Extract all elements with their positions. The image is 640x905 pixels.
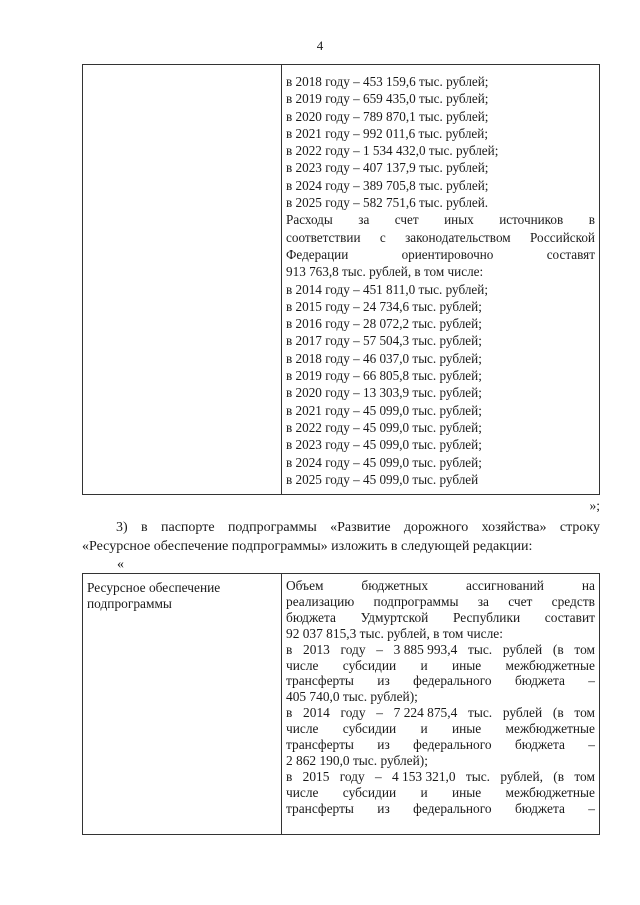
justified-line: Расходы за счет иных источников в: [286, 212, 595, 228]
table-cell-funding: [282, 574, 599, 834]
justified-line: трансферты из федерального бюджета –: [286, 673, 595, 689]
year-line: в 2018 году – 46 037,0 тыс. рублей;: [286, 350, 482, 366]
row-label: Ресурсное обеспечение: [87, 580, 221, 595]
year-line: в 2019 году – 66 805,8 тыс. рублей;: [286, 368, 482, 384]
year-line: в 2023 году – 45 099,0 тыс. рублей;: [286, 437, 482, 453]
year-line: в 2016 году – 28 072,2 тыс. рублей;: [286, 316, 482, 332]
justified-line: Объем бюджетных ассигнований на: [286, 578, 595, 593]
year-line: в 2019 году – 659 435,0 тыс. рублей;: [286, 91, 489, 107]
year-line: в 2014 году – 451 811,0 тыс. рублей;: [286, 281, 488, 297]
justified-line: числе субсидии и иные межбюджетные: [286, 657, 595, 673]
justified-line: в 2014 году – 7 224 875,4 тыс. рублей (в том: [286, 705, 595, 721]
justified-line: трансферты из федерального бюджета –: [286, 737, 595, 753]
justified-line: в 2013 году – 3 885 993,4 тыс. рублей (в том: [286, 641, 595, 657]
item-number: 3): [116, 520, 128, 535]
amount-line: 405 740,0 тыс. рублей);: [286, 689, 418, 705]
table-cell-empty: [83, 65, 282, 494]
justified-line: числе субсидии и иные межбюджетные: [286, 721, 595, 737]
justified-line: трансферты из федерального бюджета –: [286, 800, 595, 816]
funding-table-continued: [82, 64, 600, 495]
justified-line: в 2015 году – 4 153 321,0 тыс. рублей, (в том: [286, 768, 595, 784]
year-line: в 2022 году – 1 534 432,0 тыс. рублей;: [286, 143, 499, 159]
year-line: в 2017 году – 57 504,3 тыс. рублей;: [286, 333, 482, 349]
closing-quote: »;: [589, 498, 600, 513]
other-sources-paragraph: [286, 211, 595, 280]
year-list-a: [286, 73, 595, 211]
amount-line: 2 862 190,0 тыс. рублей);: [286, 752, 428, 768]
year-line: в 2018 году – 453 159,6 тыс. рублей;: [286, 74, 489, 89]
total-line: 92 037 815,3 тыс. рублей, в том числе:: [286, 625, 503, 641]
year-line: в 2020 году – 789 870,1 тыс. рублей;: [286, 108, 489, 124]
table-cell-funding: [282, 65, 599, 494]
year-line: в 2024 году – 389 705,8 тыс. рублей;: [286, 177, 489, 193]
year-line: в 2020 году – 13 303,9 тыс. рублей;: [286, 385, 482, 401]
year-list-b: [286, 281, 595, 489]
row-label: подпрограммы: [87, 596, 172, 611]
opening-quote: «: [117, 557, 124, 572]
justified-line: 3) в паспорте подпрограммы «Развитие дорожного хозяйства» строку: [116, 520, 600, 535]
year-line: в 2024 году – 45 099,0 тыс. рублей;: [286, 454, 482, 470]
resource-table: [82, 573, 600, 835]
page-number: 4: [316, 38, 324, 53]
year-line: в 2025 году – 45 099,0 тыс. рублей: [286, 471, 479, 487]
justified-line: бюджета Удмуртской Республики составит: [286, 609, 595, 625]
paragraph-line: «Ресурсное обеспечение подпрограммы» изложить в следующей редакции:: [82, 539, 533, 554]
year-line: в 2025 году – 582 751,6 тыс. рублей.: [286, 195, 489, 211]
year-line: в 2022 году – 45 099,0 тыс. рублей;: [286, 419, 482, 435]
justified-line: числе субсидии и иные межбюджетные: [286, 784, 595, 800]
year-line: в 2021 году – 45 099,0 тыс. рублей;: [286, 402, 482, 418]
year-line: в 2015 году – 24 734,6 тыс. рублей;: [286, 298, 482, 314]
amendment-paragraph: [82, 518, 600, 556]
total-line: 913 763,8 тыс. рублей, в том числе:: [286, 264, 484, 280]
justified-line: реализацию подпрограммы за счет средств: [286, 593, 595, 609]
table-cell-label: [83, 574, 282, 834]
year-line: в 2023 году – 407 137,9 тыс. рублей;: [286, 160, 489, 176]
justified-line: Федерации ориентировочно составят: [286, 246, 595, 262]
year-line: в 2021 году – 992 011,6 тыс. рублей;: [286, 125, 488, 141]
justified-line: соответствии с законодательством Российской: [286, 229, 595, 245]
